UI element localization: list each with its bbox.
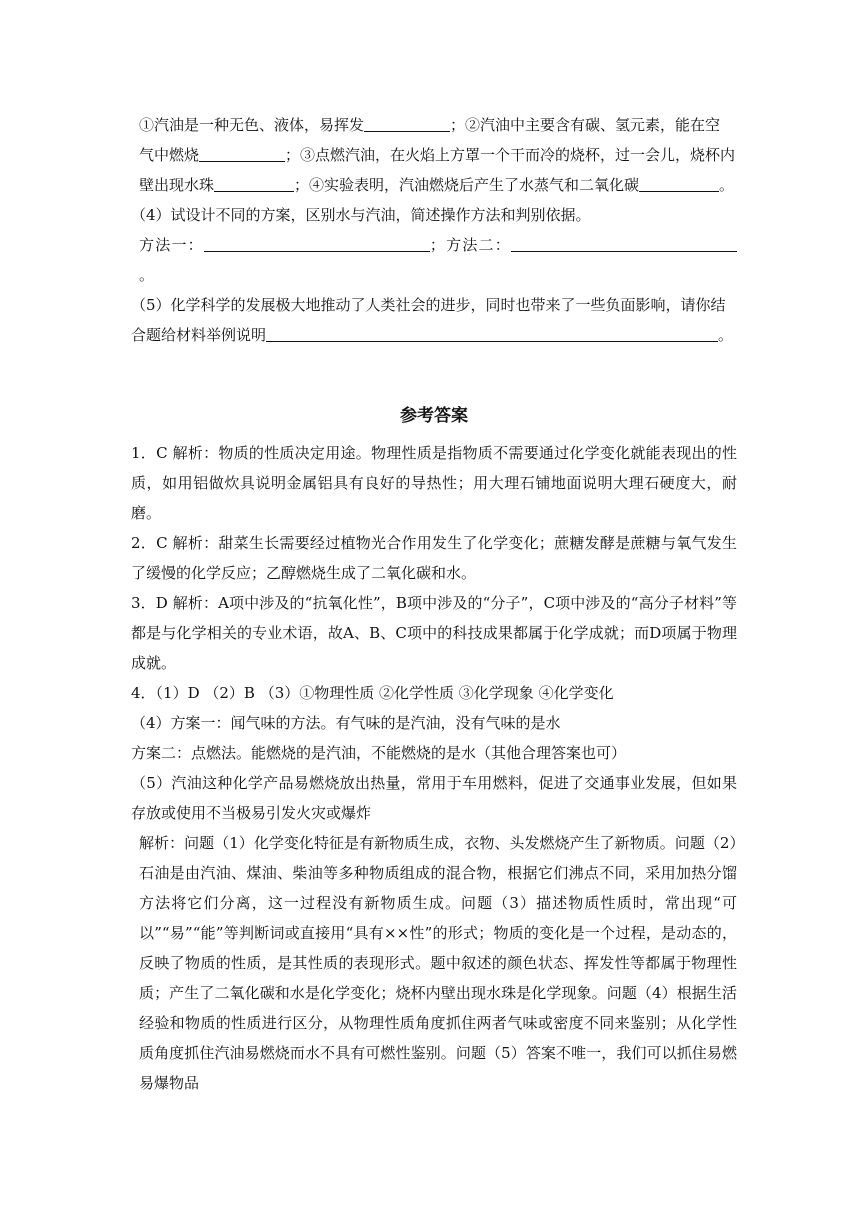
method-2-blank[interactable] [511,233,737,252]
answer-4-part-5: （5）汽油这种化学产品易燃烧放出热量，常用于车用燃料，促进了交通事业发展，但如果存放或使用不当极易引发火灾或爆炸 [131,774,737,822]
answers-title: 参考答案 [400,406,468,426]
statement-2: ；②汽油中主要含有碳、氢元素，能在空 [450,116,721,134]
answer-4-part-4-method-2: 方案二：点燃法。能燃烧的是汽油，不能燃烧的是水（其他合理答案也可） [131,744,627,762]
statement-1: ①汽油是一种无色、液体，易挥发 [139,116,365,134]
statement-2-cont: 气中燃烧 [139,146,200,164]
answer-4-explanation: 解析：问题（1）化学变化特征是有新物质生成，衣物、头发燃烧产生了新物质。问题（2）石油是由汽油、煤油、柴油等多种物质组成的混合物，根据它们沸点不同，采用加热分馏方法将它们分离，这一过程没有新物质生成。问题（3）描述物质性质时，常出现“可以”“易”“能”等判断词或直接用“具有××性”的形式；物质的变化是一个过程，是动态的，反映了物质的性质，是其性质的表现形式。题中叙述的颜色状态、挥发性等都属于物理性质；产生了二氧化碳和水是化学变化；烧杯内壁出现水珠是化学现象。问题（4）根据生活经验和物质的性质进行区分，从物理性质角度抓住两者气味或密度不同来鉴别；从化学性质角度抓住汽油易燃烧而水不具有可燃性鉴别。问题（5）答案不唯一，我们可以抓住易燃易爆物品 [139,834,737,1092]
period: 。 [718,326,734,344]
answer-4: 4．（1）D （2）B （3）①物理性质 ②化学性质 ③化学现象 ④化学变化 [131,684,614,702]
answer-4-part-4-method-1: （4）方案一：闻气味的方法。有气味的是汽油，没有气味的是水 [131,714,561,732]
answer-2: 2．C 解析：甜菜生长需要经过植物光合作用发生了化学变化；蔗糖发酵是蔗糖与氧气发生了缓慢的化学反应；乙醇燃烧生成了二氧化碳和水。 [131,534,737,582]
answer-3: 3．D 解析：A项中涉及的“抗氧化性”，B项中涉及的“分子”，C项中涉及的“高分子材料”等都是与化学相关的专业术语，故A、B、C项中的科技成果都属于化学成就；而D项属于物理成就。 [131,594,737,672]
answer-1: 1．C 解析：物质的性质决定用途。物理性质是指物质不需要通过化学变化就能表现出的性质，如用铝做炊具说明金属铝具有良好的导热性；用大理石铺地面说明大理石硬度大，耐磨。 [131,444,737,522]
question-3-text [131,110,737,200]
period: 。 [139,266,155,284]
document-page [131,110,737,1098]
answer-blank-3[interactable] [214,173,294,192]
method-1-label: 方法一： [139,236,204,254]
question-5 [131,290,737,350]
statement-4: ；④实验表明，汽油燃烧后产生了水蒸气和二氧化碳 [294,176,640,194]
question-4: （4）试设计不同的方案，区别水与汽油，简述操作方法和判别依据。 [131,206,591,224]
method-2-label: ；方法二： [429,236,511,254]
answer-blank-4[interactable] [639,173,719,192]
question-5-blank[interactable] [266,323,718,342]
period: 。 [719,176,735,194]
answer-blank-2[interactable] [199,143,285,162]
statement-3: ；③点燃汽油，在火焰上方罩一个干而冷的烧杯，过一会儿，烧杯内 [285,146,736,164]
answer-blank-1[interactable] [364,113,450,132]
methods-line [131,230,737,290]
statement-3-cont: 壁出现水珠 [139,176,215,194]
method-1-blank[interactable] [204,233,430,252]
question-5-line-2: 合题给材料举例说明 [131,326,267,344]
question-5-line-1: （5）化学科学的发展极大地推动了人类社会的进步，同时也带来了一些负面影响，请你结 [131,296,726,314]
